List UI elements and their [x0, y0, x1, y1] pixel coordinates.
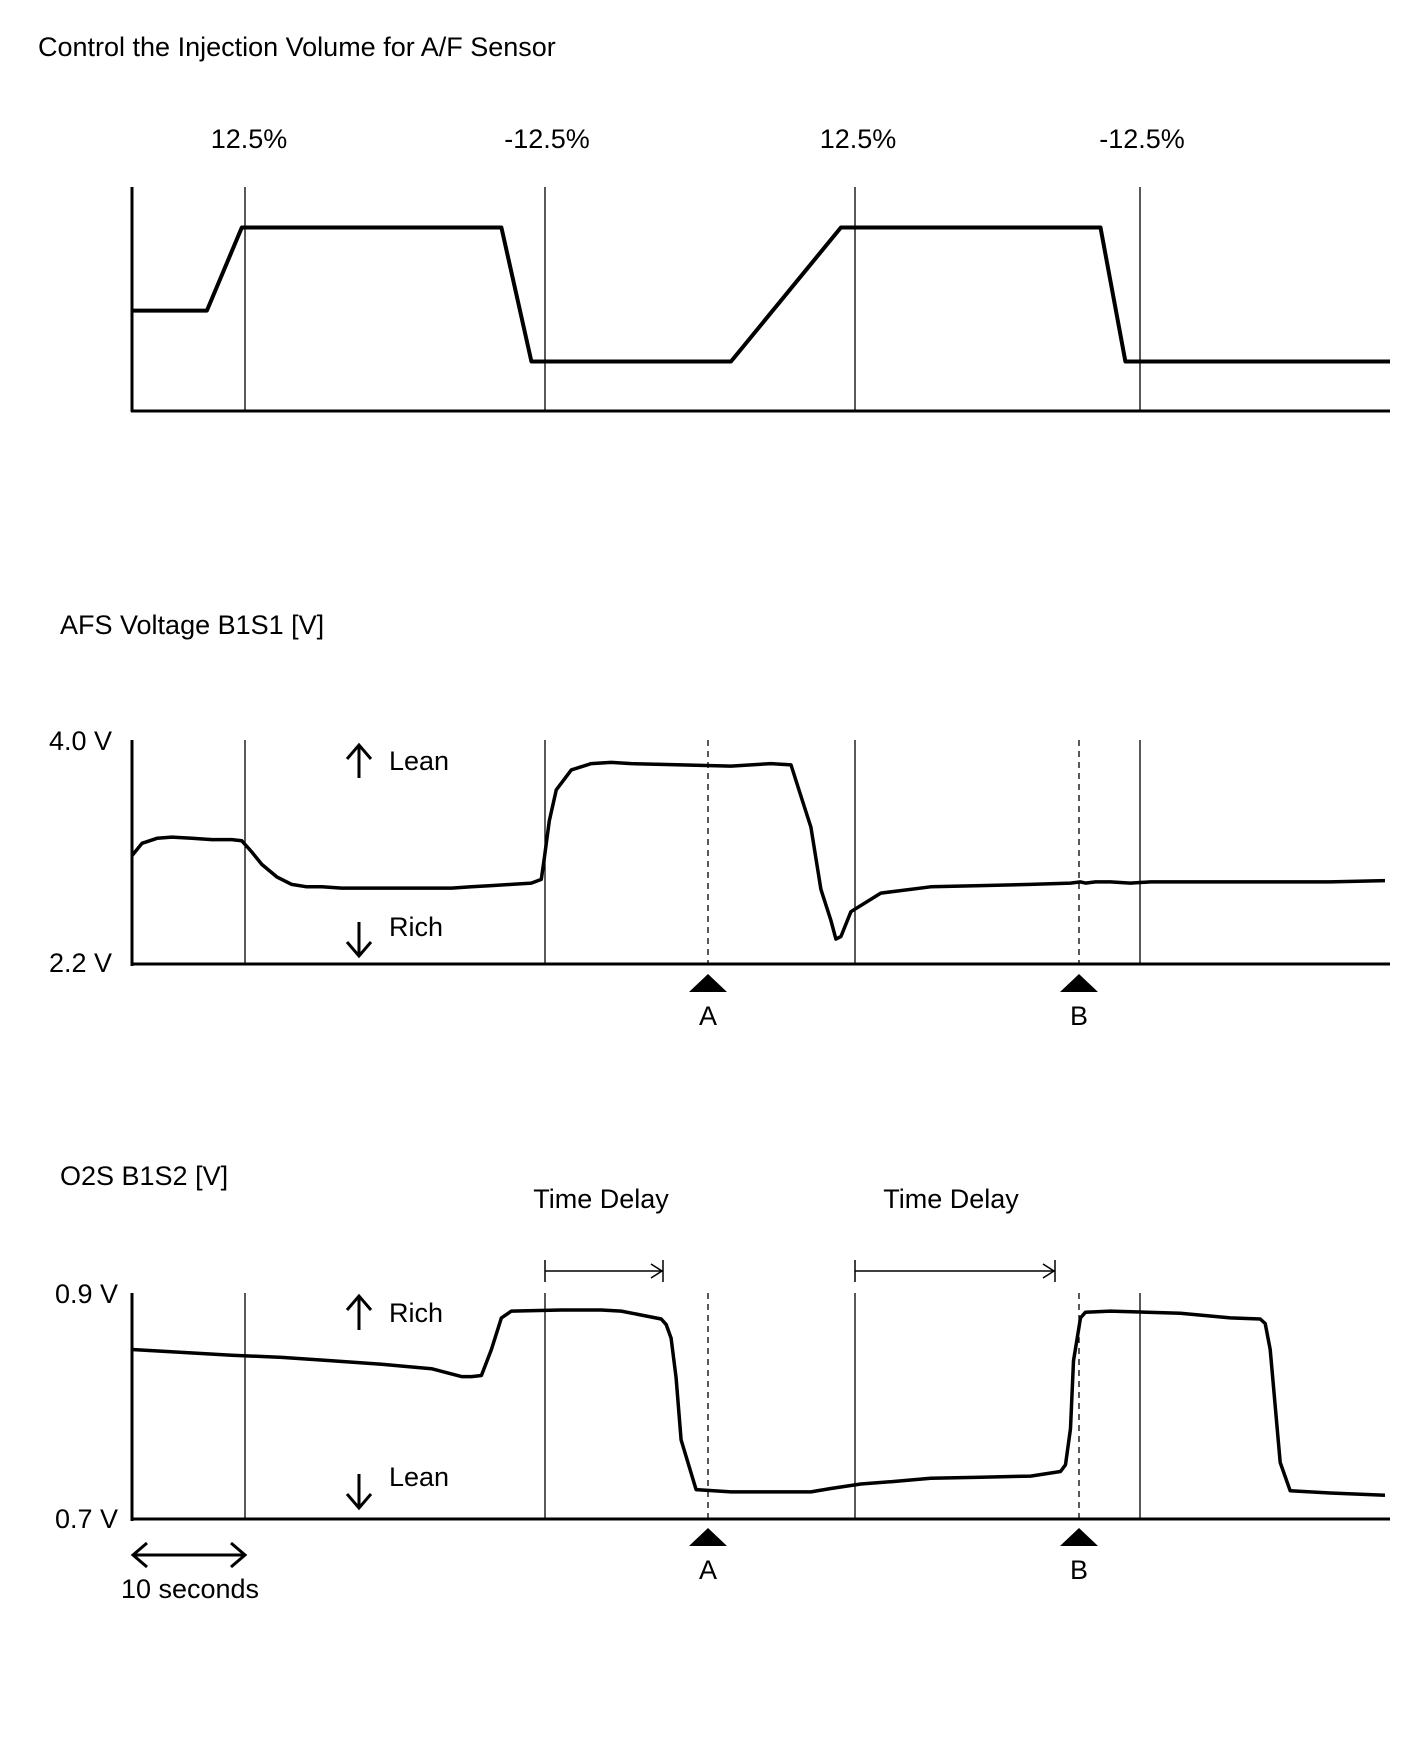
injection-chart [38, 32, 1390, 412]
o2s-marker-b-triangle-icon [1060, 1528, 1098, 1546]
injection-step-label-4: -12.5% [1099, 124, 1185, 154]
afs-marker-b-triangle-icon [1060, 974, 1098, 992]
afs-marker-a-label: A [698, 1001, 718, 1031]
afs-voltage-line [132, 762, 1385, 939]
injection-chart-title: Control the Injection Volume for A/F Sensor [38, 32, 556, 62]
afs-chart-title: AFS Voltage B1S1 [V] [60, 610, 325, 640]
o2s-rich-label: Rich [389, 1298, 444, 1328]
injection-step-label-1: 12.5% [210, 124, 288, 154]
o2s-voltage-line [132, 1310, 1385, 1495]
injection-volume-line [132, 228, 1390, 362]
time-scale-double-arrow-icon [133, 1543, 245, 1567]
o2s-chart [55, 1161, 1390, 1604]
afs-rich-label: Rich [389, 912, 444, 942]
afs-down-arrow-icon [347, 922, 371, 956]
o2s-marker-b-label: B [1069, 1555, 1089, 1585]
afs-y-tick-top: 4.0 V [48, 726, 112, 756]
o2s-lean-label: Lean [389, 1462, 450, 1492]
injection-step-label-3: 12.5% [819, 124, 897, 154]
injection-step-label-2: -12.5% [504, 124, 590, 154]
afs-chart [49, 610, 1390, 1031]
time-delay-bracket-2 [855, 1260, 1055, 1282]
time-delay-label-1: Time Delay [533, 1184, 669, 1214]
o2s-marker-a-triangle-icon [689, 1528, 727, 1546]
afs-marker-a-triangle-icon [689, 974, 727, 992]
afs-marker-b-label: B [1069, 1001, 1089, 1031]
time-delay-bracket-1 [545, 1260, 663, 1282]
o2s-y-tick-bottom: 0.7 V [54, 1504, 118, 1534]
o2s-up-arrow-icon [347, 1296, 371, 1330]
time-scale-label: 10 seconds [120, 1574, 260, 1604]
o2s-y-tick-top: 0.9 V [54, 1279, 118, 1309]
afs-lean-label: Lean [389, 746, 450, 776]
time-delay-label-2: Time Delay [883, 1184, 1019, 1214]
o2s-chart-title: O2S B1S2 [V] [60, 1161, 229, 1191]
afs-up-arrow-icon [347, 745, 371, 778]
o2s-down-arrow-icon [347, 1474, 371, 1508]
afs-y-tick-bottom: 2.2 V [48, 948, 112, 978]
o2s-marker-a-label: A [698, 1555, 718, 1585]
